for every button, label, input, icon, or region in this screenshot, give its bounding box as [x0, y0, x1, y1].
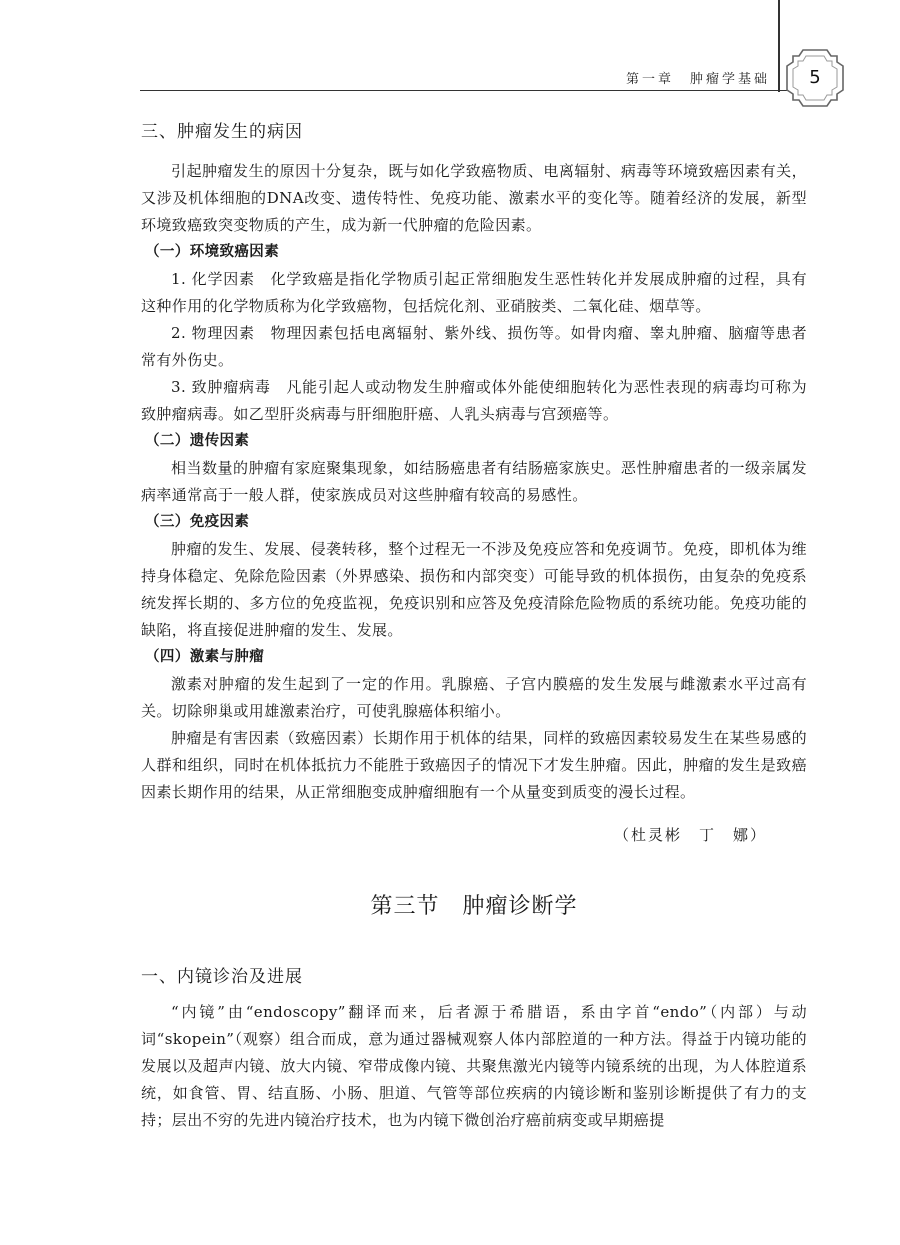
- paragraph-hormone: 激素对肿瘤的发生起到了一定的作用。乳腺癌、子宫内膜癌的发生发展与雌激素水平过高有关。切除卵巢或用雄激素治疗，可使乳腺癌体积缩小。: [141, 675, 807, 720]
- header-rule: [140, 90, 792, 91]
- paragraph-genetic: 相当数量的肿瘤有家庭聚集现象，如结肠癌患者有结肠癌家族史。恶性肿瘤患者的一级亲属发病率通常高于一般人群，使家族成员对这些肿瘤有较高的易感性。: [141, 459, 807, 504]
- paragraph-intro: 引起肿瘤发生的原因十分复杂，既与如化学致癌物质、电离辐射、病毒等环境致癌因素有关，又涉及机体细胞的DNA改变、遗传特性、免疫功能、激素水平的变化等。随着经济的发展，新型环境致癌致突变物质的产生，成为新一代肿瘤的危险因素。: [141, 162, 807, 234]
- paragraph-immune: 肿瘤的发生、发展、侵袭转移，整个过程无一不涉及免疫应答和免疫调节。免疫，即机体为维持身体稳定、免除危险因素（外界感染、损伤和内部突变）可能导致的机体损伤，由复杂的免疫系统发挥长期的、多方位的免疫监视，免疫识别和应答及免疫清除危险物质的系统功能。免疫功能的缺陷，将直接促进肿瘤的发生、发展。: [141, 540, 807, 639]
- paragraph-summary: 肿瘤是有害因素（致癌因素）长期作用于机体的结果，同样的致癌因素较易发生在某些易感的人群和组织，同时在机体抵抗力不能胜于致癌因子的情况下才发生肿瘤。因此，肿瘤的发生是致癌因素长期作用的结果，从正常细胞变成肿瘤细胞有一个从量变到质变的漫长过程。: [141, 729, 807, 801]
- heading-tumor-causes: 三、肿瘤发生的病因: [141, 122, 303, 142]
- subheading-hormone: （四）激素与肿瘤: [145, 649, 265, 665]
- author-credit: （杜灵彬 丁 娜）: [613, 826, 767, 844]
- subheading-environmental: （一）环境致癌因素: [145, 244, 280, 260]
- section-title: 第三节 肿瘤诊断学: [370, 894, 578, 919]
- page-number: 5: [809, 67, 821, 88]
- heading-endoscopy: 一、内镜诊治及进展: [141, 967, 303, 987]
- paragraph-endoscopy: “内镜”由“endoscopy”翻译而来，后者源于希腊语，系由字首“endo”（内部）与动词“skopein”（观察）组合而成，意为通过器械观察人体内部腔道的一种方法。得益于内镜功能的发展以及超声内镜、放大内镜、窄带成像内镜、共聚焦激光内镜等内镜系统的出现，为人体腔道系统，如食管、胃、结直肠、小肠、胆道、气管等部位疾病的内镜诊断和鉴别诊断提供了有力的支持；层出不穷的先进内镜治疗技术，也为内镜下微创治疗癌前病变或早期癌提: [141, 1003, 807, 1129]
- paragraph-chemical: 1. 化学因素 化学致癌是指化学物质引起正常细胞发生恶性转化并发展成肿瘤的过程，具有这种作用的化学物质称为化学致癌物，包括烷化剂、亚硝胺类、二氧化硅、烟草等。: [141, 270, 807, 315]
- subheading-genetic: （二）遗传因素: [145, 433, 250, 449]
- page-content: [141, 118, 807, 1134]
- header-vertical-rule: [778, 0, 780, 92]
- paragraph-virus: 3. 致肿瘤病毒 凡能引起人或动物发生肿瘤或体外能使细胞转化为恶性表现的病毒均可称为致肿瘤病毒。如乙型肝炎病毒与肝细胞肝癌、人乳头病毒与宫颈癌等。: [141, 378, 807, 423]
- running-head: 第一章 肿瘤学基础: [625, 72, 770, 87]
- paragraph-physical: 2. 物理因素 物理因素包括电离辐射、紫外线、损伤等。如骨肉瘤、睾丸肿瘤、脑瘤等患者常有外伤史。: [141, 324, 807, 369]
- subheading-immune: （三）免疫因素: [145, 514, 250, 530]
